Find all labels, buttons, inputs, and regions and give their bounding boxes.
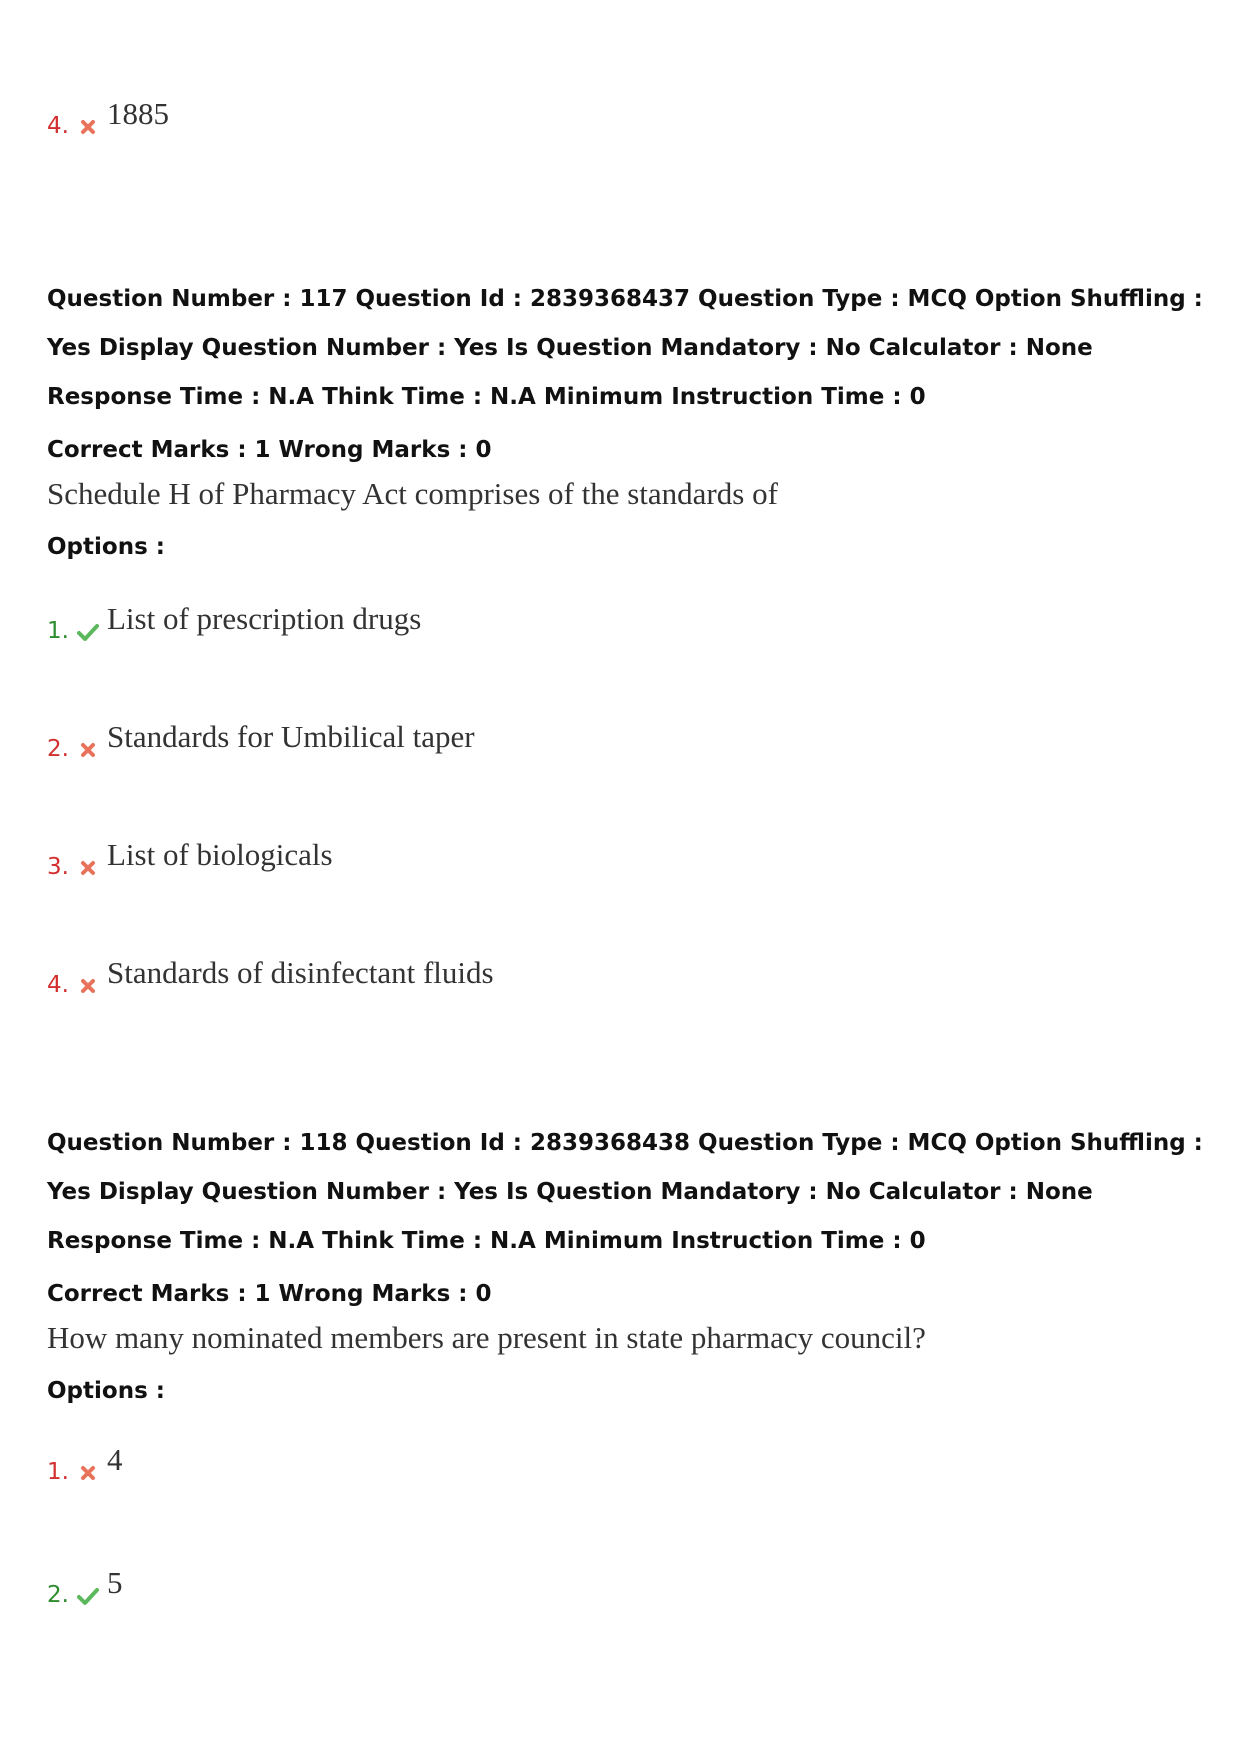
question-text: How many nominated members are present in state pharmacy council? — [47, 1320, 926, 1355]
question-marks: Correct Marks : 1 Wrong Marks : 0 — [47, 1281, 492, 1307]
option-text: 5 — [107, 1565, 123, 1600]
wrong-cross-icon — [77, 975, 99, 997]
option-text: 4 — [107, 1442, 123, 1477]
question-meta: Question Number : 117 Question Id : 2839368437 Question Type : MCQ Option Shuffling : Yes Display Question Number : Yes Is Question Mandatory : No Calculator : None Response Time : N.A Think Time : N.A Minimum Instruction Time : 0 — [47, 286, 1203, 410]
wrong-cross-icon — [77, 739, 99, 761]
option-number: 2. — [47, 1582, 69, 1608]
options-label: Options : — [47, 1378, 165, 1404]
wrong-cross-icon — [77, 1462, 99, 1484]
option-number: 4. — [47, 113, 69, 139]
question-meta: Question Number : 118 Question Id : 2839368438 Question Type : MCQ Option Shuffling : Yes Display Question Number : Yes Is Question Mandatory : No Calculator : None Response Time : N.A Think Time : N.A Minimum Instruction Time : 0 — [47, 1130, 1203, 1254]
option-text: Standards for Umbilical taper — [107, 719, 475, 754]
option-number: 4. — [47, 972, 69, 998]
option-number: 2. — [47, 736, 69, 762]
correct-check-icon — [77, 621, 99, 643]
option-number: 1. — [47, 618, 69, 644]
option-text: 1885 — [107, 96, 169, 131]
option-number: 3. — [47, 854, 69, 880]
option-text: List of biologicals — [107, 837, 333, 872]
options-label: Options : — [47, 534, 165, 560]
correct-check-icon — [77, 1585, 99, 1607]
wrong-cross-icon — [77, 857, 99, 879]
question-text: Schedule H of Pharmacy Act comprises of the standards of — [47, 476, 778, 511]
option-number: 1. — [47, 1459, 69, 1485]
wrong-cross-icon — [77, 116, 99, 138]
option-text: Standards of disinfectant fluids — [107, 955, 494, 990]
option-text: List of prescription drugs — [107, 601, 422, 636]
question-marks: Correct Marks : 1 Wrong Marks : 0 — [47, 437, 492, 463]
